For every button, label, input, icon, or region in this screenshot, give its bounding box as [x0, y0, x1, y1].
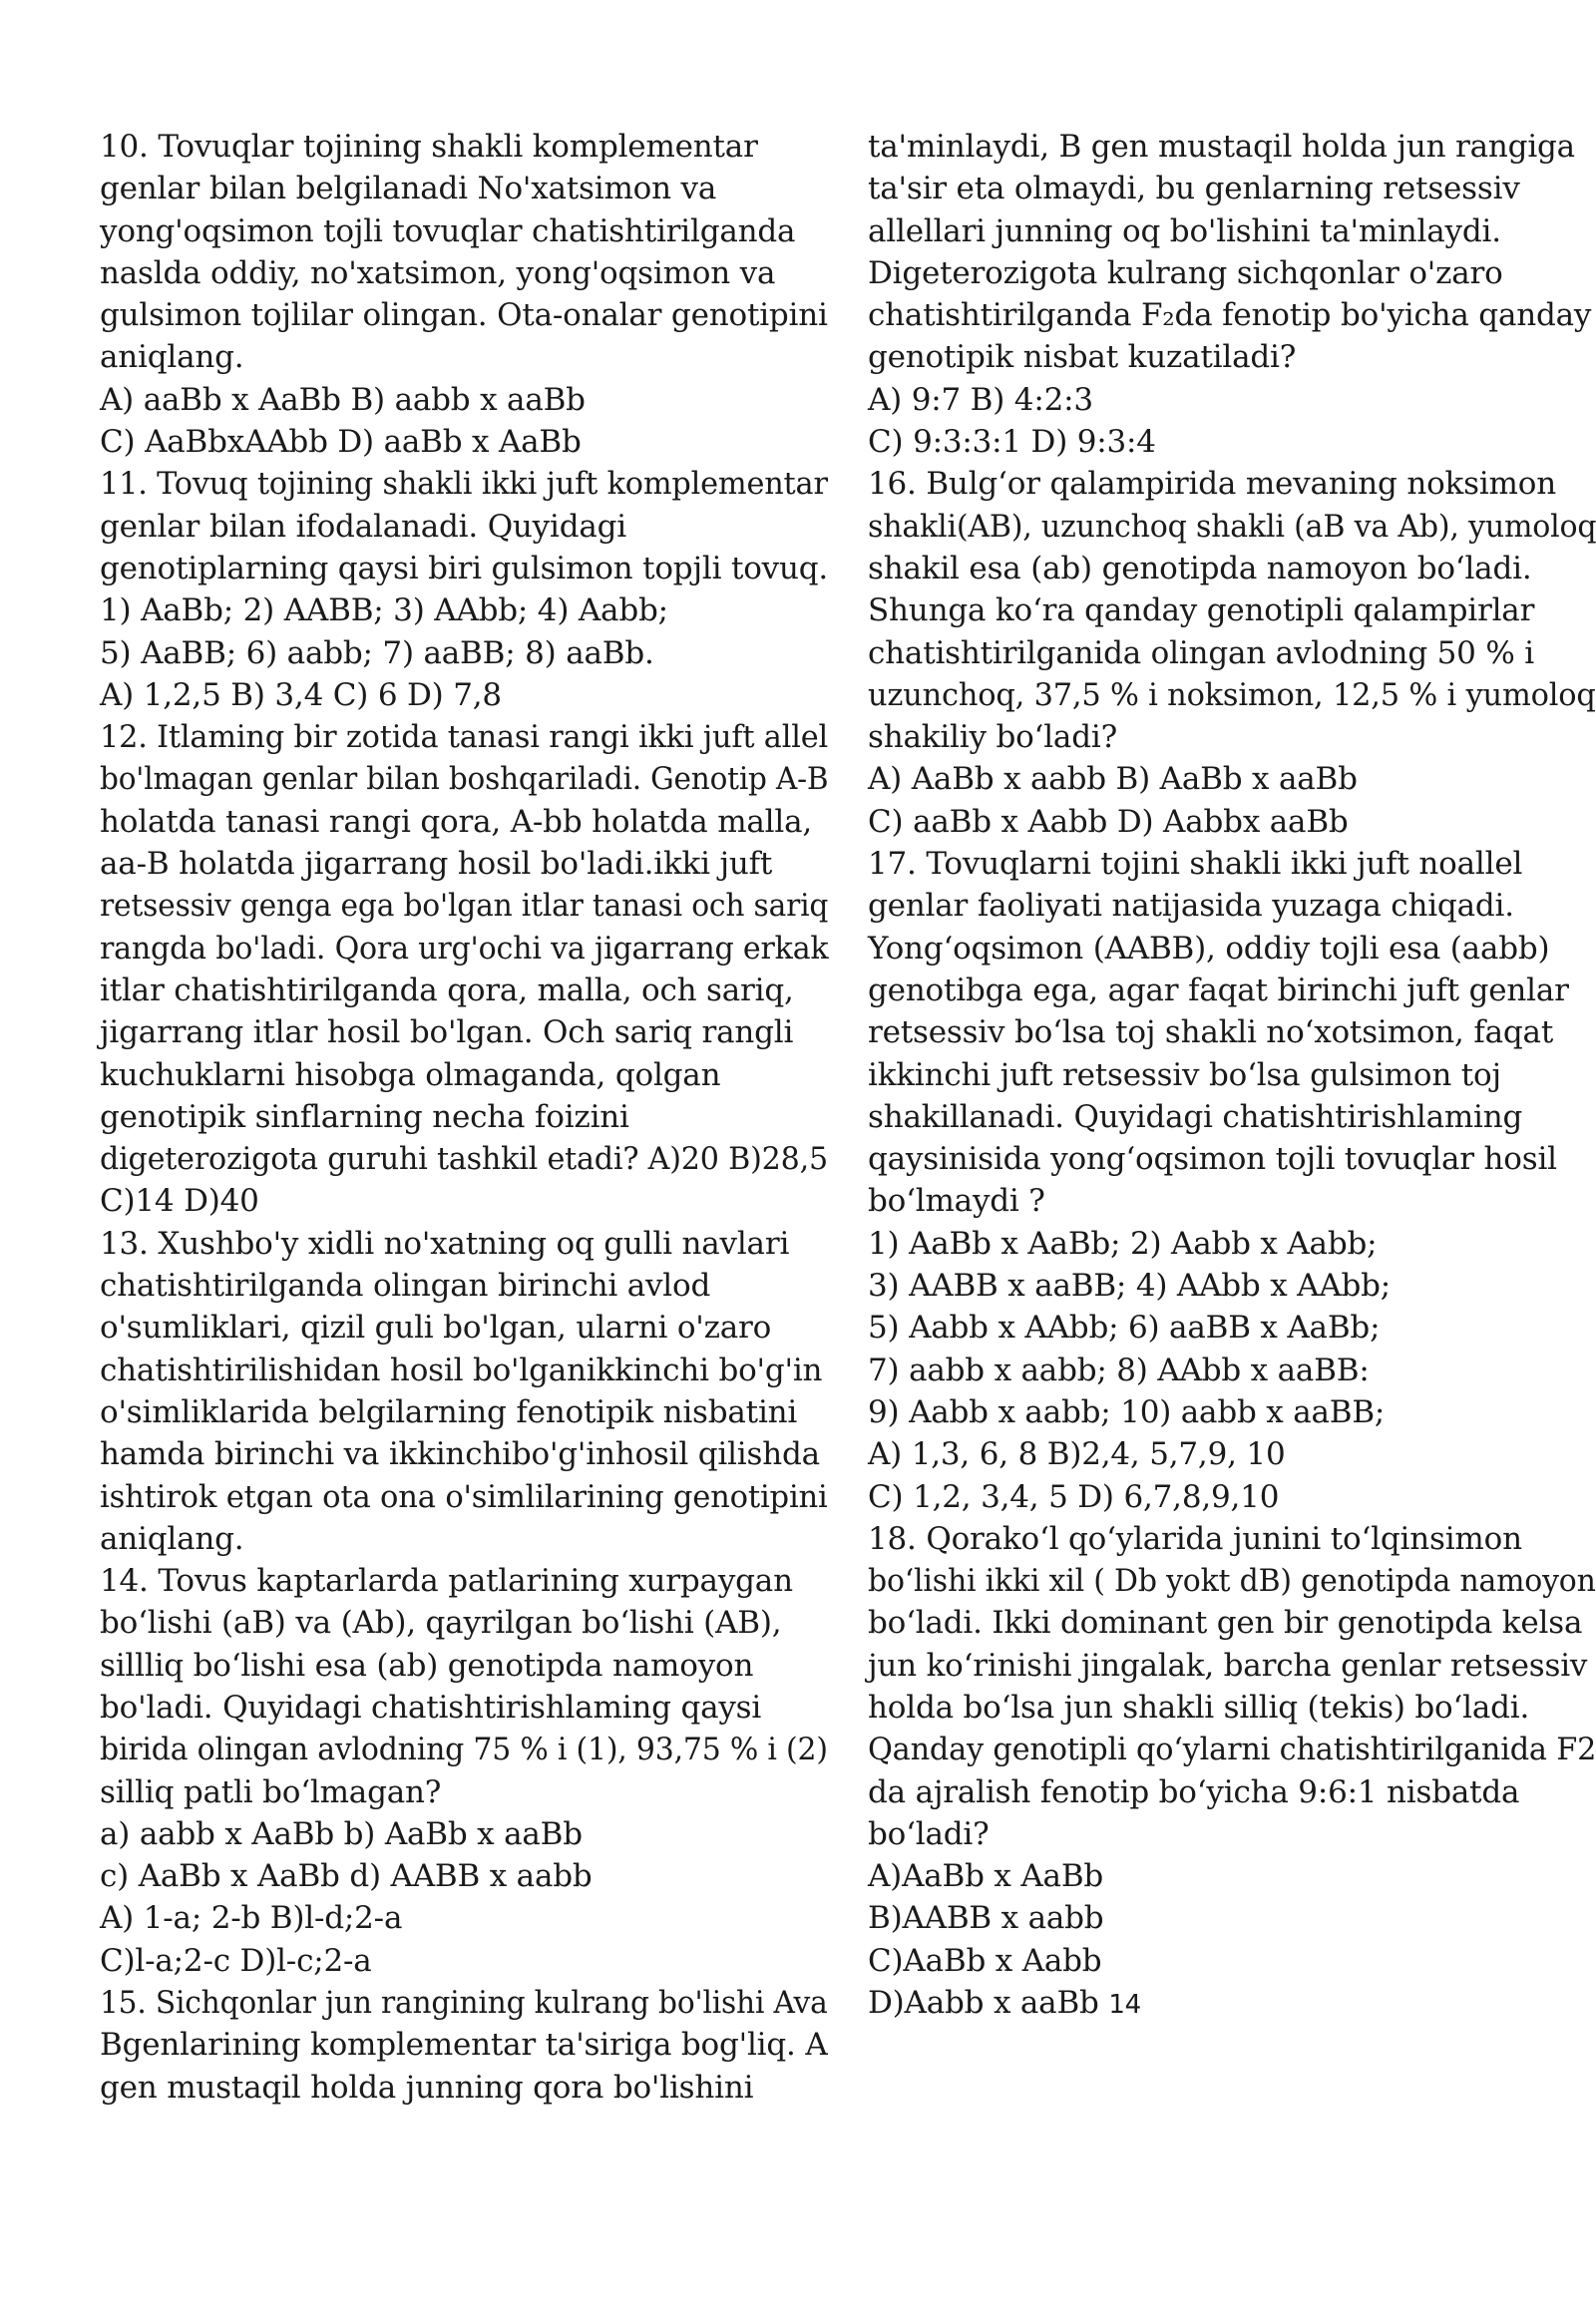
- text-line: genotiplarning qaysi biri gulsimon topjli tovuq.: [100, 550, 829, 586]
- text-line: yong'oqsimon tojli tovuqlar chatishtirilganda: [100, 212, 796, 249]
- text-line: D)Aabb x aaBb: [868, 1985, 1099, 2022]
- text-line: birida olingan avlodning 75 % i (1), 93,75 % i (2): [100, 1732, 828, 1768]
- text-line: 5) AaBB; 6) aabb; 7) aaBB; 8) aaBb.: [100, 634, 654, 671]
- text-line: boʻladi?: [868, 1815, 990, 1852]
- text-line: bo'lmagan genlar bilan boshqariladi. Genotip A-B: [100, 761, 829, 798]
- text-line: genotipik sinflarning necha foizini: [100, 1098, 629, 1135]
- text-line: sillliq boʻlishi esa (ab) genotipda namoyon: [100, 1647, 754, 1684]
- text-line: A) AaBb x aabb B) AaBb x aaBb: [868, 761, 1358, 798]
- text-line: holatda tanasi rangi qora, A-bb holatda malla,: [100, 803, 813, 840]
- text-line: genotipik nisbat kuzatiladi?: [868, 339, 1297, 376]
- text-line: chatishtirilishidan hosil bo'lganikkinchi bo'g'in: [100, 1352, 823, 1388]
- text-line: C)l-a;2-c D)l-c;2-a: [100, 1942, 372, 1979]
- text-line: gen mustaqil holda junning qora bo'lishini: [100, 2069, 754, 2106]
- text-line: 17. Tovuqlarni tojini shakli ikki juft noallel: [868, 846, 1523, 883]
- text-line: 7) aabb x aabb; 8) AAbb x aaBB:: [868, 1352, 1370, 1388]
- text-line: itlar chatishtirilganda qora, malla, och sariq,: [100, 971, 794, 1008]
- text-line: aa-B holatda jigarrang hosil bo'ladi.ikki juft: [100, 846, 773, 883]
- text-line: C)14 D)40: [100, 1183, 259, 1220]
- text-line: boʻlishi (aB) va (Ab), qayrilgan boʻlishi (AB),: [100, 1605, 782, 1642]
- text-line: 9) Aabb x aabb; 10) aabb x aaBB;: [868, 1393, 1386, 1430]
- text-line: o'sumliklari, qizil guli bo'lgan, ularni o'zaro: [100, 1310, 772, 1347]
- text-line: a) aabb x AaBb b) AaBb x aaBb: [100, 1815, 583, 1852]
- text-line: ta'sir eta olmaydi, bu genlarning retsessiv: [868, 171, 1520, 207]
- text-line: holda boʻlsa jun shakli silliq (tekis) boʻladi.: [868, 1689, 1530, 1726]
- text-line: A)AaBb x AaBb: [868, 1858, 1104, 1895]
- text-line: da ajralish fenotip boʻyicha 9:6:1 nisbatda: [868, 1773, 1520, 1810]
- text-line: 11. Tovuq tojining shakli ikki juft komplementar: [100, 466, 828, 503]
- text-line: C) 1,2, 3,4, 5 D) 6,7,8,9,10: [868, 1478, 1280, 1515]
- text-line: hamda birinchi va ikkinchibo'g'inhosil qilishda: [100, 1436, 820, 1473]
- left-column: [100, 126, 828, 2109]
- text-line: rangda bo'ladi. Qora urg'ochi va jigarrang erkak: [100, 930, 829, 967]
- text-line: uzunchoq, 37,5 % i noksimon, 12,5 % i yumoloq: [868, 676, 1596, 713]
- text-line: 10. Tovuqlar tojining shakli komplementar: [100, 129, 758, 165]
- text-line: 12. Itlaming bir zotida tanasi rangi ikki juft allel: [100, 719, 828, 756]
- text-line: aniqlang.: [100, 1520, 244, 1557]
- text-line: A) 1,2,5 B) 3,4 C) 6 D) 7,8: [100, 676, 502, 713]
- text-line: A) 1,3, 6, 8 B)2,4, 5,7,9, 10: [868, 1436, 1286, 1473]
- text-line: chatishtirilganda F₂da fenotip bo'yicha qanday: [868, 297, 1592, 334]
- text-line: B)AABB x aabb: [868, 1900, 1104, 1937]
- text-line: retsessiv genga ega bo'lgan itlar tanasi och sariq: [100, 888, 829, 925]
- text-line: silliq patli boʻlmagan?: [100, 1773, 442, 1810]
- text-line: boʻlishi ikki xil ( Db yokt dB) genotipda namoyon: [868, 1563, 1596, 1600]
- text-line: shakillanadi. Quyidagi chatishtirishlaming: [868, 1098, 1523, 1135]
- text-line: C) AaBbxAAbb D) aaBb x AaBb: [100, 424, 582, 461]
- text-line: retsessiv boʻlsa toj shakli noʻxotsimon, faqat: [868, 1014, 1554, 1051]
- text-line: 18. Qorakoʻl qoʻylarida junini toʻlqinsimon: [868, 1520, 1522, 1557]
- text-line: ikkinchi juft retsessiv boʻlsa gulsimon toj: [868, 1056, 1501, 1093]
- text-line: genlar faoliyati natijasida yuzaga chiqadi.: [868, 888, 1514, 925]
- right-column: [868, 126, 1596, 2026]
- text-line: shakiliy boʻladi?: [868, 719, 1117, 756]
- text-line: naslda oddiy, no'xatsimon, yong'oqsimon va: [100, 254, 776, 291]
- text-line: Digeterozigota kulrang sichqonlar o'zaro: [868, 254, 1503, 291]
- text-line: C) 9:3:3:1 D) 9:3:4: [868, 424, 1156, 461]
- text-line: 1) AaBb; 2) AABB; 3) AAbb; 4) Aabb;: [100, 592, 668, 629]
- text-line: 13. Xushbo'y xidli no'xatning oq gulli navlari: [100, 1225, 790, 1262]
- text-line: c) AaBb x AaBb d) AABB x aabb: [100, 1858, 593, 1895]
- text-line: gulsimon tojlilar olingan. Ota-onalar genotipini: [100, 297, 828, 334]
- text-line: jigarrang itlar hosil bo'lgan. Och sariq rangli: [100, 1014, 794, 1051]
- text-line: bo'ladi. Quyidagi chatishtirishlaming qaysi: [100, 1689, 762, 1726]
- text-line: genlar bilan belgilanadi No'xatsimon va: [100, 171, 717, 207]
- text-line: chatishtirilganida olingan avlodning 50 % i: [868, 634, 1534, 671]
- text-line: ishtirok etgan ota ona o'simlilarining genotipini: [100, 1478, 828, 1515]
- text-line: 15. Sichqonlar jun rangining kulrang bo'lishi Ava: [100, 1985, 828, 2022]
- text-line: qaysinisida yongʻoqsimon tojli tovuqlar hosil: [868, 1141, 1557, 1178]
- text-line: C) aaBb x Aabb D) Aabbx aaBb: [868, 803, 1349, 840]
- text-line: 1) AaBb x AaBb; 2) Aabb x Aabb;: [868, 1225, 1378, 1262]
- text-line: A) 1-a; 2-b B)l-d;2-a: [100, 1900, 403, 1937]
- text-line: digeterozigota guruhi tashkil etadi? A)20 B)28,5: [100, 1141, 828, 1178]
- text-line: 16. Bulgʻor qalampirida mevaning noksimon: [868, 466, 1556, 503]
- text-line: jun koʻrinishi jingalak, barcha genlar retsessiv: [868, 1647, 1588, 1684]
- text-line: A) aaBb x AaBb B) aabb x aaBb: [100, 381, 586, 418]
- text-line: shakli(AB), uzunchoq shakli (aB va Ab), yumoloq: [868, 508, 1596, 545]
- text-line: 3) AABB x aaBB; 4) AAbb x AAbb;: [868, 1268, 1392, 1305]
- text-line: genotibga ega, agar faqat birinchi juft genlar: [868, 971, 1569, 1008]
- text-line: kuchuklarni hisobga olmaganda, qolgan: [100, 1056, 721, 1093]
- text-line: Bgenlarining komplementar ta'siriga bog'liq. A: [100, 2027, 828, 2064]
- text-line: ta'minlaydi, B gen mustaqil holda jun rangiga: [868, 129, 1575, 165]
- text-line: Qanday genotipli qoʻylarni chatishtirilganida F2: [868, 1732, 1596, 1768]
- text-line: Yongʻoqsimon (AABB), oddiy tojli esa (aabb): [868, 930, 1550, 967]
- text-line: o'simliklarida belgilarning fenotipik nisbatini: [100, 1393, 798, 1430]
- text-line: 14. Tovus kaptarlarda patlarining xurpaygan: [100, 1563, 793, 1600]
- text-line: boʻladi. Ikki dominant gen bir genotipda kelsa: [868, 1605, 1583, 1642]
- text-line: aniqlang.: [100, 339, 244, 376]
- text-line: Shunga koʻra qanday genotipli qalampirlar: [868, 592, 1535, 629]
- page-number: 14: [1108, 1990, 1142, 2021]
- text-line: allellari junning oq bo'lishini ta'minlaydi.: [868, 212, 1501, 249]
- text-line: shakil esa (ab) genotipda namoyon boʻladi.: [868, 550, 1532, 586]
- text-line: A) 9:7 B) 4:2:3: [868, 381, 1093, 418]
- text-line: boʻlmaydi ?: [868, 1183, 1045, 1220]
- text-line: C)AaBb x Aabb: [868, 1942, 1102, 1979]
- text-line: genlar bilan ifodalanadi. Quyidagi: [100, 508, 626, 545]
- text-line: chatishtirilganda olingan birinchi avlod: [100, 1268, 711, 1305]
- last-text-line: [868, 1982, 1596, 2026]
- text-line: 5) Aabb x AAbb; 6) aaBB x AaBb;: [868, 1310, 1381, 1347]
